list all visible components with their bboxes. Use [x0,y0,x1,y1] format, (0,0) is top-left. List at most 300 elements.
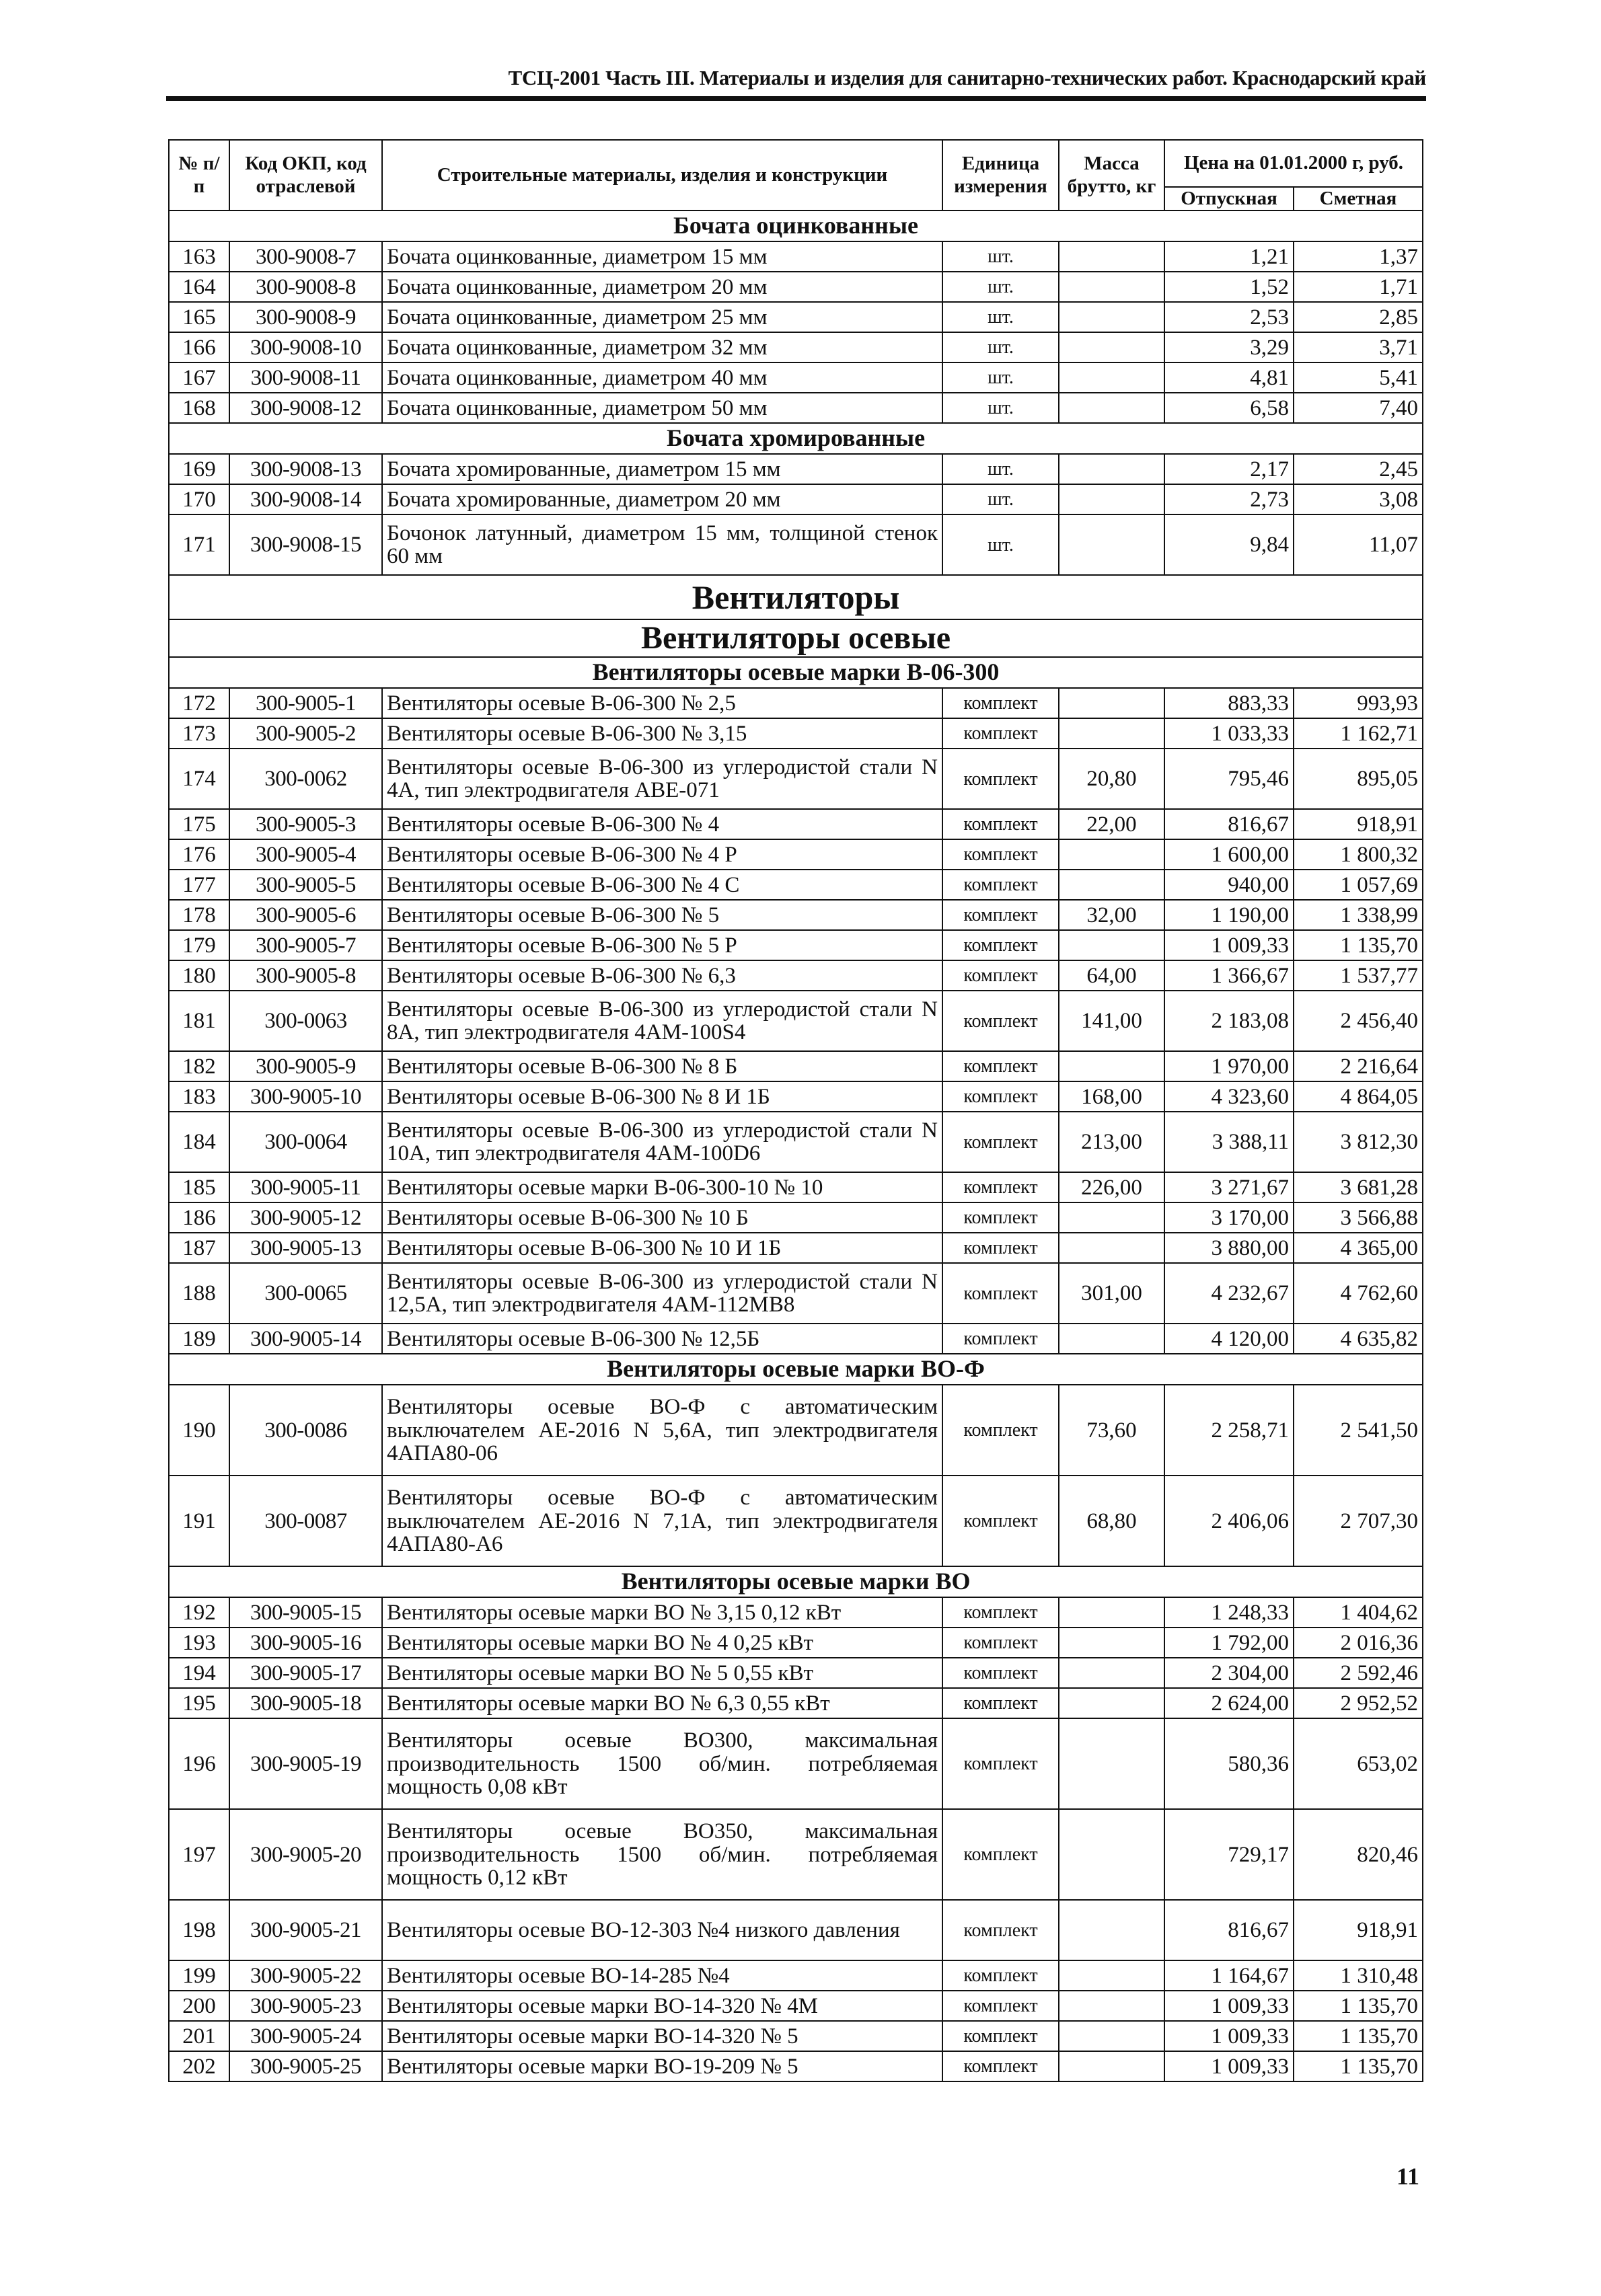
row-mass: 168,00 [1059,1081,1164,1112]
row-name: Вентиляторы осевые ВО-12-303 №4 низкого давления [382,1900,942,1960]
table-row [169,1172,1423,1202]
row-code: 300-9005-22 [229,1960,382,1991]
row-unit: комплект [942,900,1059,930]
row-price-estimate: 3,08 [1294,484,1423,514]
row-mass: 301,00 [1059,1263,1164,1324]
row-unit: комплект [942,870,1059,900]
row-code: 300-9008-10 [229,332,382,362]
table-row [169,514,1423,575]
row-code: 300-9005-19 [229,1718,382,1809]
table-row [169,2051,1423,2081]
row-code: 300-9005-11 [229,1172,382,1202]
row-number: 168 [169,393,229,423]
section-row [169,657,1423,688]
row-price-release: 1 970,00 [1164,1051,1294,1081]
row-mass [1059,484,1164,514]
row-price-release: 3 388,11 [1164,1112,1294,1172]
row-unit: комплект [942,1324,1059,1354]
row-unit: комплект [942,1476,1059,1566]
row-price-release: 9,84 [1164,514,1294,575]
row-unit: комплект [942,749,1059,809]
section-row [169,211,1423,241]
row-number: 192 [169,1597,229,1628]
row-mass: 22,00 [1059,809,1164,839]
row-code: 300-0062 [229,749,382,809]
row-price-release: 1 366,67 [1164,960,1294,991]
row-number: 174 [169,749,229,809]
row-price-release: 2 183,08 [1164,991,1294,1051]
row-unit: комплект [942,1900,1059,1960]
table-row [169,1718,1423,1809]
row-price-release: 4,81 [1164,362,1294,393]
row-mass: 213,00 [1059,1112,1164,1172]
row-mass [1059,1809,1164,1900]
table-row [169,1112,1423,1172]
table-row [169,1476,1423,1566]
document-header: ТСЦ-2001 Часть III. Материалы и изделия для санитарно-технических работ. Краснодарский край [508,66,1426,89]
table-row [169,272,1423,302]
row-mass: 141,00 [1059,991,1164,1051]
row-unit: комплект [942,1628,1059,1658]
row-number: 202 [169,2051,229,2081]
row-mass [1059,1688,1164,1718]
section-title: Бочата хромированные [169,423,1423,454]
row-number: 189 [169,1324,229,1354]
table-row [169,718,1423,749]
row-unit: комплект [942,1202,1059,1233]
row-number: 195 [169,1688,229,1718]
row-mass [1059,1202,1164,1233]
row-code: 300-9005-13 [229,1233,382,1263]
table-row [169,393,1423,423]
row-name: Вентиляторы осевые марки ВО № 3,15 0,12 кВт [382,1597,942,1628]
col-header-price-estimate: Сметная [1294,187,1423,211]
row-price-estimate: 993,93 [1294,688,1423,718]
row-unit: комплект [942,2051,1059,2081]
row-price-release: 4 232,67 [1164,1263,1294,1324]
row-price-release: 4 323,60 [1164,1081,1294,1112]
row-price-estimate: 1 135,70 [1294,1991,1423,2021]
row-price-estimate: 4 864,05 [1294,1081,1423,1112]
row-price-estimate: 918,91 [1294,809,1423,839]
row-mass [1059,1658,1164,1688]
row-code: 300-9005-1 [229,688,382,718]
col-header-name: Строительные материалы, изделия и конструкции [382,140,942,211]
section-row [169,575,1423,619]
row-name: Вентиляторы осевые В-06-300 № 8 И 1Б [382,1081,942,1112]
row-code: 300-9008-14 [229,484,382,514]
row-price-estimate: 1 162,71 [1294,718,1423,749]
row-price-release: 883,33 [1164,688,1294,718]
row-price-release: 816,67 [1164,809,1294,839]
row-price-estimate: 2 707,30 [1294,1476,1423,1566]
row-unit: комплект [942,1172,1059,1202]
row-code: 300-9005-25 [229,2051,382,2081]
row-price-release: 2,17 [1164,454,1294,484]
row-price-estimate: 3 681,28 [1294,1172,1423,1202]
table-row [169,960,1423,991]
table-row [169,1960,1423,1991]
row-number: 171 [169,514,229,575]
col-header-num: № п/п [169,140,229,211]
row-name: Вентиляторы осевые В-06-300 из углеродистой стали N 12,5А, тип электродвигателя 4АМ-112МВ8 [382,1263,942,1324]
row-number: 183 [169,1081,229,1112]
table-row [169,1809,1423,1900]
row-mass: 73,60 [1059,1385,1164,1476]
section-row [169,1566,1423,1597]
row-name: Вентиляторы осевые В-06-300 из углеродистой стали N 8А, тип электродвигателя 4АМ-100S4 [382,991,942,1051]
section-title: Вентиляторы осевые марки В-06-300 [169,657,1423,688]
row-price-estimate: 4 635,82 [1294,1324,1423,1354]
row-unit: шт. [942,302,1059,332]
row-code: 300-0087 [229,1476,382,1566]
row-price-release: 2,53 [1164,302,1294,332]
row-mass [1059,1960,1164,1991]
row-price-estimate: 1 135,70 [1294,2021,1423,2051]
row-unit: комплект [942,1809,1059,1900]
row-mass [1059,718,1164,749]
row-mass [1059,393,1164,423]
row-code: 300-0086 [229,1385,382,1476]
row-mass: 68,80 [1059,1476,1164,1566]
row-price-estimate: 4 762,60 [1294,1263,1423,1324]
row-price-estimate: 1 338,99 [1294,900,1423,930]
row-code: 300-9005-5 [229,870,382,900]
table-row [169,362,1423,393]
row-code: 300-9008-13 [229,454,382,484]
row-name: Вентиляторы осевые марки ВО-14-320 № 4М [382,1991,942,2021]
row-name: Бочата оцинкованные, диаметром 40 мм [382,362,942,393]
row-price-release: 1 009,33 [1164,930,1294,960]
row-price-estimate: 918,91 [1294,1900,1423,1960]
row-unit: шт. [942,272,1059,302]
row-unit: комплект [942,718,1059,749]
row-code: 300-9005-4 [229,839,382,870]
row-mass [1059,1900,1164,1960]
row-name: Вентиляторы осевые марки ВО № 5 0,55 кВт [382,1658,942,1688]
row-number: 201 [169,2021,229,2051]
row-price-release: 2,73 [1164,484,1294,514]
row-unit: комплект [942,1991,1059,2021]
row-name: Вентиляторы осевые В-06-300 № 12,5Б [382,1324,942,1354]
row-code: 300-9008-12 [229,393,382,423]
row-name: Вентиляторы осевые ВО-14-285 №4 [382,1960,942,1991]
price-table [168,139,1423,2082]
section-title: Вентиляторы [169,575,1423,619]
row-number: 167 [169,362,229,393]
row-mass [1059,454,1164,484]
row-price-estimate: 2 216,64 [1294,1051,1423,1081]
row-price-release: 729,17 [1164,1809,1294,1900]
row-price-release: 1 600,00 [1164,839,1294,870]
row-name: Вентиляторы осевые В-06-300 из углеродистой стали N 10А, тип электродвигателя 4АМ-100D6 [382,1112,942,1172]
table-row [169,991,1423,1051]
row-mass [1059,1233,1164,1263]
row-name: Бочата хромированные, диаметром 15 мм [382,454,942,484]
row-code: 300-9008-9 [229,302,382,332]
row-price-release: 795,46 [1164,749,1294,809]
row-price-estimate: 3 566,88 [1294,1202,1423,1233]
row-name: Вентиляторы осевые ВО350, максимальная производительность 1500 об/мин. потребляемая мощность 0,12 кВт [382,1809,942,1900]
row-code: 300-0063 [229,991,382,1051]
section-row [169,1354,1423,1385]
row-price-estimate: 5,41 [1294,362,1423,393]
row-code: 300-9008-8 [229,272,382,302]
page-number: 11 [1396,2163,1419,2190]
row-price-release: 1 009,33 [1164,2021,1294,2051]
row-number: 164 [169,272,229,302]
row-number: 178 [169,900,229,930]
row-mass [1059,1051,1164,1081]
row-mass [1059,1991,1164,2021]
col-header-code: Код ОКП, код отраслевой [229,140,382,211]
row-code: 300-9008-15 [229,514,382,575]
row-code: 300-9005-8 [229,960,382,991]
section-row [169,619,1423,657]
row-name: Вентиляторы осевые В-06-300 № 6,3 [382,960,942,991]
row-mass [1059,241,1164,272]
row-number: 170 [169,484,229,514]
row-name: Бочата оцинкованные, диаметром 20 мм [382,272,942,302]
col-header-unit: Единица измерения [942,140,1059,211]
row-price-release: 1,52 [1164,272,1294,302]
row-number: 169 [169,454,229,484]
row-price-estimate: 653,02 [1294,1718,1423,1809]
row-number: 180 [169,960,229,991]
row-name: Вентиляторы осевые В-06-300 из углеродистой стали N 4А, тип электродвигателя АВЕ-071 [382,749,942,809]
table-row [169,1597,1423,1628]
row-price-estimate: 3,71 [1294,332,1423,362]
row-price-release: 3 880,00 [1164,1233,1294,1263]
row-code: 300-9005-9 [229,1051,382,1081]
row-price-estimate: 1 310,48 [1294,1960,1423,1991]
row-number: 163 [169,241,229,272]
row-code: 300-9005-2 [229,718,382,749]
table-row [169,484,1423,514]
table-row [169,749,1423,809]
row-code: 300-9005-18 [229,1688,382,1718]
row-code: 300-9005-7 [229,930,382,960]
row-price-estimate: 2,45 [1294,454,1423,484]
row-mass [1059,2021,1164,2051]
table-row [169,2021,1423,2051]
row-mass: 32,00 [1059,900,1164,930]
section-title: Бочата оцинкованные [169,211,1423,241]
col-header-mass: Масса брутто, кг [1059,140,1164,211]
row-number: 196 [169,1718,229,1809]
row-number: 185 [169,1172,229,1202]
row-number: 184 [169,1112,229,1172]
row-price-estimate: 2 541,50 [1294,1385,1423,1476]
section-row [169,423,1423,454]
row-price-release: 3 170,00 [1164,1202,1294,1233]
table-row [169,1658,1423,1688]
row-number: 165 [169,302,229,332]
row-number: 198 [169,1900,229,1960]
row-code: 300-9005-15 [229,1597,382,1628]
row-name: Вентиляторы осевые марки ВО-14-320 № 5 [382,2021,942,2051]
col-header-price-release: Отпускная [1164,187,1294,211]
row-number: 172 [169,688,229,718]
row-unit: комплект [942,1658,1059,1688]
table-row [169,332,1423,362]
row-number: 194 [169,1658,229,1688]
table-row [169,809,1423,839]
row-price-release: 2 304,00 [1164,1658,1294,1688]
row-price-estimate: 1 800,32 [1294,839,1423,870]
row-name: Вентиляторы осевые В-06-300 № 2,5 [382,688,942,718]
row-price-release: 2 624,00 [1164,1688,1294,1718]
table-row [169,302,1423,332]
row-code: 300-9005-24 [229,2021,382,2051]
row-name: Вентиляторы осевые ВО-Ф с автоматическим выключателем АЕ-2016 N 7,1А, тип электродвигателя 4АПА80-А6 [382,1476,942,1566]
row-mass: 64,00 [1059,960,1164,991]
row-code: 300-0065 [229,1263,382,1324]
row-code: 300-9005-16 [229,1628,382,1658]
row-mass [1059,1597,1164,1628]
table-row [169,1628,1423,1658]
row-price-estimate: 1 404,62 [1294,1597,1423,1628]
row-number: 181 [169,991,229,1051]
table-row [169,1991,1423,2021]
table-body [169,211,1423,2081]
table-row [169,454,1423,484]
table-head [169,140,1423,211]
row-unit: комплект [942,839,1059,870]
row-price-release: 2 406,06 [1164,1476,1294,1566]
row-price-release: 6,58 [1164,393,1294,423]
row-price-release: 1 033,33 [1164,718,1294,749]
row-number: 173 [169,718,229,749]
row-price-release: 1 248,33 [1164,1597,1294,1628]
row-price-release: 1,21 [1164,241,1294,272]
row-mass [1059,514,1164,575]
row-mass: 20,80 [1059,749,1164,809]
row-price-release: 816,67 [1164,1900,1294,1960]
row-unit: комплект [942,1112,1059,1172]
row-name: Вентиляторы осевые В-06-300 № 4 Р [382,839,942,870]
row-number: 186 [169,1202,229,1233]
row-unit: шт. [942,332,1059,362]
row-name: Бочонок латунный, диаметром 15 мм, толщиной стенок 60 мм [382,514,942,575]
row-price-estimate: 2,85 [1294,302,1423,332]
table-row [169,1688,1423,1718]
table-row [169,1263,1423,1324]
row-unit: комплект [942,1051,1059,1081]
row-mass [1059,870,1164,900]
row-code: 300-9005-3 [229,809,382,839]
table-row [169,930,1423,960]
row-price-release: 3,29 [1164,332,1294,362]
row-number: 177 [169,870,229,900]
row-price-release: 3 271,67 [1164,1172,1294,1202]
row-price-release: 1 792,00 [1164,1628,1294,1658]
row-price-estimate: 4 365,00 [1294,1233,1423,1263]
row-unit: шт. [942,241,1059,272]
row-mass [1059,1718,1164,1809]
row-number: 182 [169,1051,229,1081]
row-number: 187 [169,1233,229,1263]
row-price-release: 1 009,33 [1164,2051,1294,2081]
row-price-estimate: 2 016,36 [1294,1628,1423,1658]
row-number: 200 [169,1991,229,2021]
row-unit: комплект [942,1385,1059,1476]
row-price-estimate: 3 812,30 [1294,1112,1423,1172]
table-row [169,1233,1423,1263]
row-price-estimate: 11,07 [1294,514,1423,575]
row-number: 166 [169,332,229,362]
row-number: 190 [169,1385,229,1476]
row-mass [1059,930,1164,960]
row-price-estimate: 1 537,77 [1294,960,1423,991]
row-name: Вентиляторы осевые В-06-300 № 4 С [382,870,942,900]
table-row [169,839,1423,870]
row-number: 199 [169,1960,229,1991]
row-mass: 226,00 [1059,1172,1164,1202]
row-price-release: 1 164,67 [1164,1960,1294,1991]
row-mass [1059,272,1164,302]
row-mass [1059,839,1164,870]
row-name: Вентиляторы осевые В-06-300 № 8 Б [382,1051,942,1081]
table-row [169,688,1423,718]
table-row [169,900,1423,930]
row-unit: комплект [942,991,1059,1051]
section-title: Вентиляторы осевые марки ВО [169,1566,1423,1597]
row-name: Вентиляторы осевые В-06-300 № 10 Б [382,1202,942,1233]
row-price-estimate: 1 135,70 [1294,2051,1423,2081]
row-unit: комплект [942,930,1059,960]
row-price-release: 940,00 [1164,870,1294,900]
row-code: 300-9005-14 [229,1324,382,1354]
row-code: 300-9005-6 [229,900,382,930]
row-mass [1059,2051,1164,2081]
row-mass [1059,688,1164,718]
row-name: Бочата оцинкованные, диаметром 15 мм [382,241,942,272]
row-name: Вентиляторы осевые В-06-300 № 4 [382,809,942,839]
row-unit: шт. [942,393,1059,423]
row-number: 188 [169,1263,229,1324]
row-unit: комплект [942,688,1059,718]
row-code: 300-9005-20 [229,1809,382,1900]
row-unit: комплект [942,2021,1059,2051]
row-number: 179 [169,930,229,960]
row-unit: комплект [942,1081,1059,1112]
table-row [169,870,1423,900]
row-name: Вентиляторы осевые В-06-300 № 5 [382,900,942,930]
row-price-estimate: 820,46 [1294,1809,1423,1900]
row-unit: комплект [942,809,1059,839]
row-price-estimate: 2 952,52 [1294,1688,1423,1718]
row-name: Вентиляторы осевые марки ВО № 6,3 0,55 кВт [382,1688,942,1718]
row-mass [1059,1324,1164,1354]
row-price-release: 1 190,00 [1164,900,1294,930]
table-row [169,1385,1423,1476]
row-number: 176 [169,839,229,870]
row-number: 193 [169,1628,229,1658]
row-unit: шт. [942,484,1059,514]
row-unit: комплект [942,1597,1059,1628]
row-price-estimate: 7,40 [1294,393,1423,423]
row-name: Вентиляторы осевые В-06-300 № 5 Р [382,930,942,960]
col-header-price-group: Цена на 01.01.2000 г, руб. [1164,140,1423,187]
row-unit: комплект [942,1960,1059,1991]
row-code: 300-9005-17 [229,1658,382,1688]
row-name: Бочата хромированные, диаметром 20 мм [382,484,942,514]
table-row [169,1202,1423,1233]
row-code: 300-0064 [229,1112,382,1172]
row-price-release: 2 258,71 [1164,1385,1294,1476]
row-price-estimate: 1,37 [1294,241,1423,272]
